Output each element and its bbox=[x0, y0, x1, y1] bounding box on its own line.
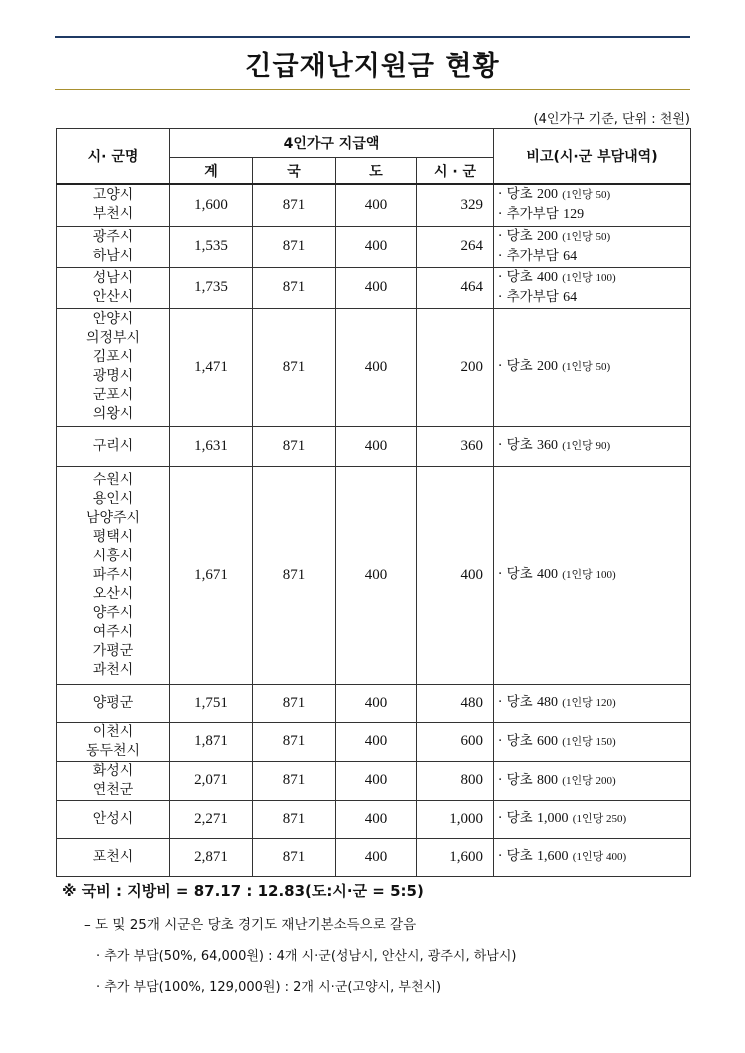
region-cell bbox=[57, 267, 170, 308]
region-name: 안산시 bbox=[92, 288, 134, 305]
note-amount: 600 bbox=[536, 733, 558, 749]
region-name: 연천군 bbox=[92, 781, 134, 798]
city-cell: 464 bbox=[417, 267, 494, 308]
region-name: 의정부시 bbox=[85, 330, 141, 346]
national-cell: 871 bbox=[253, 838, 336, 876]
note-line bbox=[498, 185, 686, 205]
note-cell bbox=[494, 184, 691, 226]
national-cell: 871 bbox=[253, 761, 336, 800]
city-cell: 600 bbox=[417, 722, 494, 761]
city-cell: 400 bbox=[417, 466, 494, 684]
region-name: 과천시 bbox=[92, 661, 134, 678]
total-cell: 1,600 bbox=[170, 184, 253, 226]
province-cell: 400 bbox=[336, 761, 417, 800]
region-cell bbox=[57, 466, 170, 684]
note-line bbox=[498, 227, 686, 247]
note-detail: (1인당 120) bbox=[562, 697, 616, 709]
national-cell: 871 bbox=[253, 722, 336, 761]
region-name: 구리시 bbox=[92, 437, 134, 454]
table-row bbox=[57, 184, 691, 226]
region-name: 동두천시 bbox=[85, 742, 141, 759]
region-cell bbox=[57, 761, 170, 800]
note-detail: (1인당 100) bbox=[562, 271, 616, 284]
footer-ratio: ※ 국비 : 지방비 = 87.17 : 12.83(도:시·군 = 5:5) bbox=[62, 882, 424, 900]
note-line bbox=[498, 847, 686, 867]
province-cell: 400 bbox=[336, 684, 417, 722]
national-cell: 871 bbox=[253, 800, 336, 838]
national-cell: 871 bbox=[253, 267, 336, 308]
table-row bbox=[57, 722, 691, 761]
note-prefix: · 당초 bbox=[498, 227, 533, 244]
region-name: 이천시 bbox=[92, 723, 134, 740]
total-cell: 2,271 bbox=[170, 800, 253, 838]
header-group: 4인가구 지급액 bbox=[170, 129, 494, 158]
note-cell bbox=[494, 838, 691, 876]
note-line bbox=[498, 288, 686, 308]
region-cell bbox=[57, 684, 170, 722]
note-detail: (1인당 250) bbox=[572, 813, 627, 825]
note-detail: (1인당 150) bbox=[562, 735, 616, 748]
region-name: 하남시 bbox=[92, 247, 134, 264]
header-total: 계 bbox=[170, 158, 253, 185]
national-cell: 871 bbox=[253, 226, 336, 267]
note-prefix: · 당초 bbox=[498, 771, 533, 788]
table-row bbox=[57, 308, 691, 426]
region-cell bbox=[57, 184, 170, 226]
table-row bbox=[57, 226, 691, 267]
national-cell: 871 bbox=[253, 466, 336, 684]
national-cell: 871 bbox=[253, 684, 336, 722]
province-cell: 400 bbox=[336, 267, 417, 308]
city-cell: 264 bbox=[417, 226, 494, 267]
note-cell bbox=[494, 466, 691, 684]
header-note: 비고(시·군 부담내역) bbox=[494, 129, 691, 185]
note-prefix: · 추가부담 bbox=[498, 206, 559, 223]
city-cell: 480 bbox=[417, 684, 494, 722]
note-amount: 480 bbox=[536, 695, 558, 710]
region-name: 가평군 bbox=[92, 642, 134, 659]
city-cell: 360 bbox=[417, 426, 494, 466]
region-cell bbox=[57, 226, 170, 267]
note-amount: 200 bbox=[536, 359, 558, 374]
note-prefix: · 당초 bbox=[498, 186, 533, 203]
note-cell bbox=[494, 226, 691, 267]
note-cell bbox=[494, 308, 691, 426]
total-cell: 1,471 bbox=[170, 308, 253, 426]
note-detail: (1인당 100) bbox=[562, 569, 616, 581]
note-line bbox=[498, 565, 686, 585]
table-row bbox=[57, 800, 691, 838]
region-name: 안성시 bbox=[92, 810, 134, 827]
region-cell bbox=[57, 722, 170, 761]
note-cell bbox=[494, 267, 691, 308]
province-cell: 400 bbox=[336, 308, 417, 426]
subsidy-table bbox=[56, 128, 691, 877]
note-line bbox=[498, 771, 686, 791]
table-row bbox=[57, 838, 691, 876]
region-name: 평택시 bbox=[92, 528, 134, 545]
region-name: 시흥시 bbox=[92, 547, 134, 564]
footer-note-1: – 도 및 25개 시군은 당초 경기도 재난기본소득으로 갈음 bbox=[84, 917, 417, 933]
region-name: 포천시 bbox=[92, 848, 134, 865]
note-amount: 64 bbox=[563, 248, 578, 264]
note-detail: (1인당 200) bbox=[562, 774, 616, 787]
header-national: 국 bbox=[253, 158, 336, 185]
region-cell bbox=[57, 426, 170, 466]
region-cell bbox=[57, 838, 170, 876]
total-cell: 1,751 bbox=[170, 684, 253, 722]
region-name: 군포시 bbox=[92, 387, 134, 403]
city-cell: 1,600 bbox=[417, 838, 494, 876]
table-body bbox=[57, 184, 691, 876]
note-detail: (1인당 50) bbox=[562, 361, 611, 373]
total-cell: 1,671 bbox=[170, 466, 253, 684]
table-row bbox=[57, 761, 691, 800]
note-amount: 1,000 bbox=[536, 811, 569, 826]
note-prefix: · 추가부담 bbox=[498, 288, 559, 305]
footer-notes bbox=[62, 880, 516, 1007]
total-cell: 1,735 bbox=[170, 267, 253, 308]
total-cell: 1,871 bbox=[170, 722, 253, 761]
province-cell: 400 bbox=[336, 466, 417, 684]
note-prefix: · 당초 bbox=[498, 810, 533, 826]
unit-note: (4인가구 기준, 단위 : 천원) bbox=[533, 112, 690, 127]
note-amount: 200 bbox=[536, 187, 558, 203]
note-cell bbox=[494, 761, 691, 800]
region-name: 광명시 bbox=[92, 368, 134, 384]
region-name: 성남시 bbox=[92, 269, 134, 286]
region-name: 부천시 bbox=[92, 206, 134, 223]
national-cell: 871 bbox=[253, 184, 336, 226]
note-line bbox=[498, 205, 686, 225]
note-amount: 200 bbox=[536, 228, 558, 244]
table-row bbox=[57, 426, 691, 466]
city-cell: 200 bbox=[417, 308, 494, 426]
region-name: 김포시 bbox=[92, 349, 134, 365]
region-name: 안양시 bbox=[92, 311, 134, 327]
note-line bbox=[498, 732, 686, 752]
region-name: 용인시 bbox=[92, 490, 134, 507]
province-cell: 400 bbox=[336, 800, 417, 838]
header-city: 시 · 군 bbox=[417, 158, 494, 185]
region-name: 의왕시 bbox=[92, 406, 134, 422]
note-prefix: · 추가부담 bbox=[498, 247, 559, 264]
note-prefix: · 당초 bbox=[498, 358, 533, 374]
note-detail: (1인당 400) bbox=[572, 851, 627, 863]
region-cell bbox=[57, 800, 170, 838]
province-cell: 400 bbox=[336, 226, 417, 267]
city-cell: 329 bbox=[417, 184, 494, 226]
table-row bbox=[57, 466, 691, 684]
region-name: 남양주시 bbox=[85, 509, 141, 526]
region-name: 양평군 bbox=[92, 694, 134, 711]
total-cell: 1,631 bbox=[170, 426, 253, 466]
note-detail: (1인당 90) bbox=[562, 440, 611, 452]
region-name: 수원시 bbox=[92, 471, 134, 488]
note-line bbox=[498, 693, 686, 713]
note-amount: 64 bbox=[563, 289, 578, 305]
region-name: 고양시 bbox=[92, 187, 134, 204]
title-bottom-rule bbox=[55, 89, 690, 90]
city-cell: 800 bbox=[417, 761, 494, 800]
note-detail: (1인당 50) bbox=[562, 189, 611, 202]
province-cell: 400 bbox=[336, 722, 417, 761]
note-line bbox=[498, 357, 686, 377]
note-prefix: · 당초 bbox=[498, 694, 533, 710]
region-name: 여주시 bbox=[92, 623, 134, 640]
note-amount: 360 bbox=[536, 438, 558, 453]
region-name: 파주시 bbox=[92, 566, 134, 583]
note-detail: (1인당 50) bbox=[562, 230, 611, 243]
city-cell: 1,000 bbox=[417, 800, 494, 838]
note-prefix: · 당초 bbox=[498, 732, 533, 749]
title-top-rule bbox=[55, 36, 690, 38]
note-amount: 800 bbox=[536, 772, 558, 788]
page-title: 긴급재난지원금 현황 bbox=[245, 51, 500, 82]
note-cell bbox=[494, 800, 691, 838]
note-line bbox=[498, 268, 686, 288]
note-line bbox=[498, 809, 686, 829]
national-cell: 871 bbox=[253, 426, 336, 466]
region-name: 오산시 bbox=[92, 585, 134, 602]
region-name: 광주시 bbox=[92, 228, 134, 245]
province-cell: 400 bbox=[336, 838, 417, 876]
total-cell: 2,871 bbox=[170, 838, 253, 876]
note-prefix: · 당초 bbox=[498, 566, 533, 582]
footer-note-3: · 추가 부담(100%, 129,000원) : 2개 시·군(고양시, 부천시) bbox=[96, 980, 442, 995]
note-prefix: · 당초 bbox=[498, 437, 533, 453]
footer-note-2: · 추가 부담(50%, 64,000원) : 4개 시·군(성남시, 안산시, 광주시, 하남시) bbox=[96, 949, 517, 964]
total-cell: 1,535 bbox=[170, 226, 253, 267]
total-cell: 2,071 bbox=[170, 761, 253, 800]
region-name: 양주시 bbox=[92, 604, 134, 621]
note-cell bbox=[494, 426, 691, 466]
note-cell bbox=[494, 722, 691, 761]
note-line bbox=[498, 436, 686, 456]
province-cell: 400 bbox=[336, 184, 417, 226]
note-amount: 400 bbox=[536, 269, 558, 285]
note-amount: 129 bbox=[563, 207, 585, 223]
note-amount: 400 bbox=[536, 567, 558, 582]
region-cell bbox=[57, 308, 170, 426]
note-prefix: · 당초 bbox=[498, 848, 533, 864]
note-line bbox=[498, 247, 686, 267]
province-cell: 400 bbox=[336, 426, 417, 466]
table-row bbox=[57, 267, 691, 308]
table-row bbox=[57, 684, 691, 722]
header-region: 시· 군명 bbox=[57, 129, 170, 185]
note-amount: 1,600 bbox=[536, 849, 569, 864]
note-cell bbox=[494, 684, 691, 722]
region-name: 화성시 bbox=[92, 762, 134, 779]
header-province: 도 bbox=[336, 158, 417, 185]
national-cell: 871 bbox=[253, 308, 336, 426]
note-prefix: · 당초 bbox=[498, 268, 533, 285]
